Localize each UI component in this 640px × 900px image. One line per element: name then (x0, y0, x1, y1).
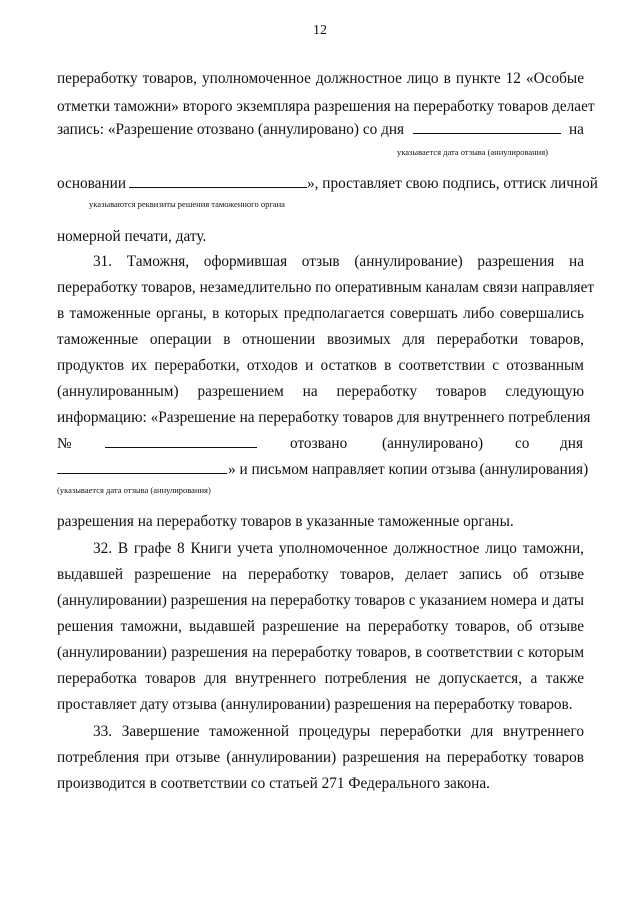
text-fragment: на (569, 121, 584, 138)
text-fragment: (аннулировано) (382, 435, 484, 452)
text-line: информацию: «Разрешение на переработку товаров для внутреннего потребления (57, 409, 591, 426)
text-line: продуктов их переработки, отходов и остатков в соответствии с отозванным (57, 357, 584, 374)
permit-number-blank-line (105, 435, 257, 453)
text-fragment: дня (560, 435, 584, 452)
text-fragment: основании (57, 175, 127, 192)
text-line: переработку товаров, уполномоченное должностное лицо в пункте 12 «Особые (57, 70, 584, 87)
text-line: отметки таможни» второго экземпляра разрешения на переработку товаров делает (57, 98, 595, 115)
text-line: решения таможни, выдавшей разрешение на переработку товаров, об отзыве (57, 618, 584, 635)
text-line: переработка товаров для внутреннего потребления не допускается, а также (57, 670, 584, 687)
date-blank-line (413, 121, 561, 139)
text-fragment: », проставляет свою подпись, оттиск личной (307, 175, 598, 192)
text-line: выдавшей разрешение на переработку товаров, делает запись об отзыве (57, 566, 584, 583)
paragraph-32-first-line: 32. В графе 8 Книги учета уполномоченное должностное лицо таможни, (93, 540, 584, 557)
text-line: проставляет дату отзыва (аннулировании) разрешения на переработку товаров. (57, 696, 573, 713)
text-line: в таможенные органы, в которых предполагается совершать либо совершались (57, 305, 584, 322)
text-line: (аннулированным) разрешением на переработку товаров следующую (57, 383, 584, 400)
field-caption: указываются реквизиты решения таможенного органа (89, 199, 285, 209)
number-sign: № (57, 435, 72, 452)
text-line: таможенные операции в отношении ввозимых для переработки товаров, (57, 331, 584, 348)
text-fragment: запись: «Разрешение отозвано (аннулировано) со дня (57, 121, 405, 138)
text-line: номерной печати, дату. (57, 228, 207, 245)
text-line: переработку товаров, незамедлительно по оперативным каналам связи направляет (57, 279, 595, 296)
text-line: (аннулировании) разрешения на переработку товаров с указанием номера и даты (57, 592, 585, 609)
field-caption: (указывается дата отзыва (аннулирования) (57, 485, 211, 495)
paragraph-33-first-line: 33. Завершение таможенной процедуры переработки для внутреннего (93, 723, 584, 740)
text-line-with-blank (57, 121, 584, 139)
text-line-with-blank (57, 175, 598, 193)
text-fragment: отозвано (290, 435, 348, 452)
page-number: 12 (313, 23, 327, 38)
text-line-with-blank (57, 435, 584, 453)
text-line: разрешения на переработку товаров в указанные таможенные органы. (57, 513, 514, 530)
text-line: потребления при отзыве (аннулировании) разрешения на переработку товаров (57, 749, 584, 766)
text-fragment: » и письмом направляет копии отзыва (аннулирования) (228, 461, 589, 478)
text-line: производится в соответствии со статьей 271 Федерального закона. (57, 775, 490, 792)
decision-blank-line (129, 175, 307, 193)
field-caption: указывается дата отзыва (аннулирования) (397, 147, 548, 157)
text-line-with-blank (57, 461, 589, 479)
date-blank-line (57, 461, 227, 479)
paragraph-31-first-line: 31. Таможня, оформившая отзыв (аннулирование) разрешения на (93, 253, 584, 270)
text-fragment: со (515, 435, 530, 452)
text-line: (аннулировании) разрешения на переработку товаров, в соответствии с которым (57, 644, 584, 661)
